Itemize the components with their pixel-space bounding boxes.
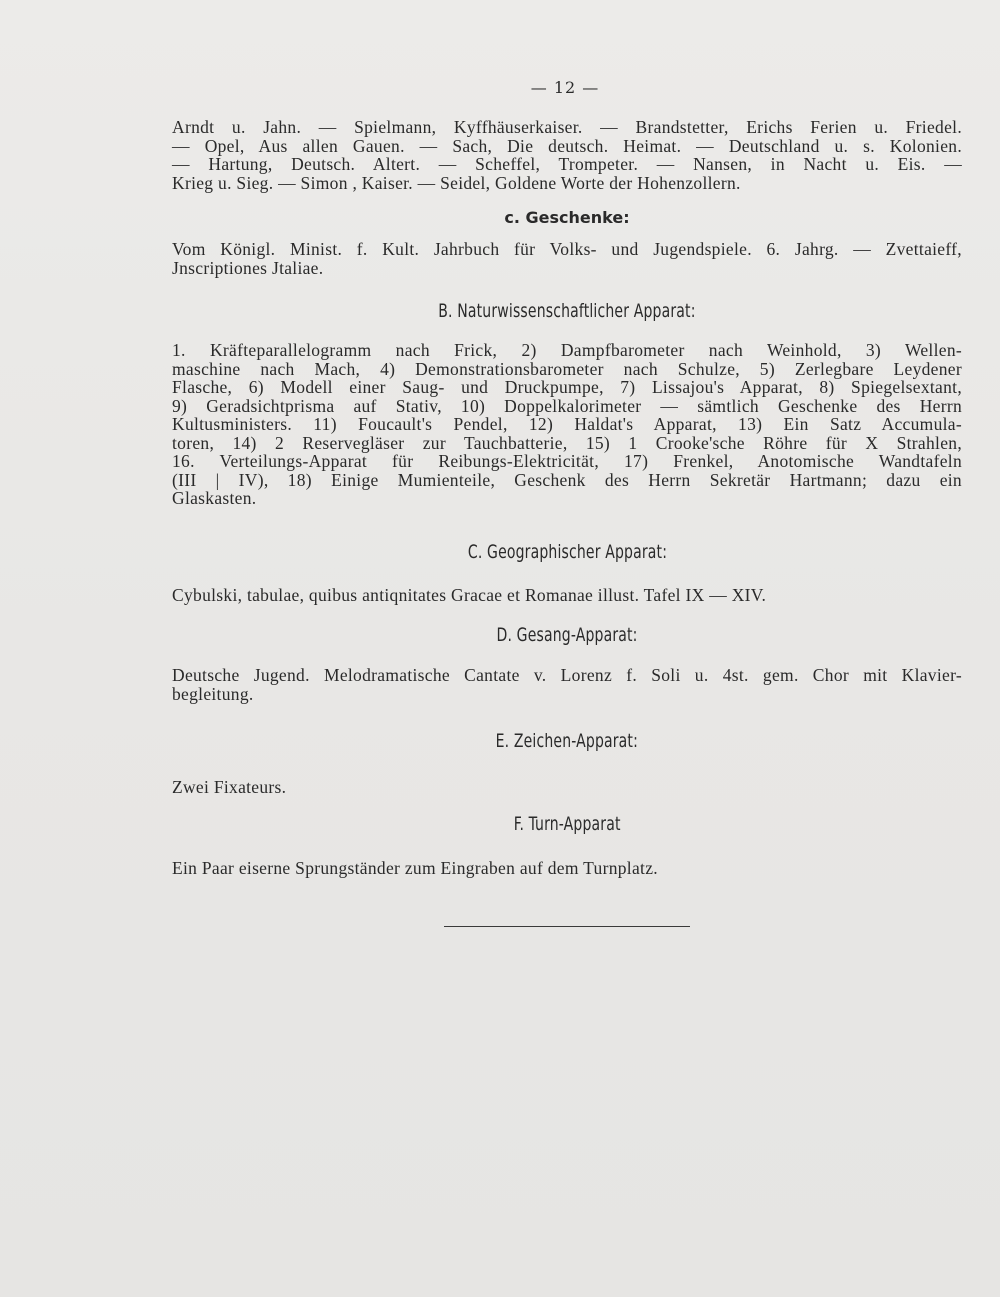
text-line: begleitung. <box>172 683 254 704</box>
section-c-heading <box>172 541 962 563</box>
section-b-heading-text: B. Naturwissenschaftlicher Apparat: <box>438 300 696 322</box>
page-number: — 12 — <box>530 78 600 97</box>
section-d-heading <box>172 624 962 646</box>
section-e-heading-text: E. Zeichen-Apparat: <box>495 730 639 752</box>
text-line: Arndt u. Jahn. — Spielmann, Kyffhäuserkaiser. — Brandstetter, Erichs Ferien u. Friedel. <box>172 117 962 137</box>
text-line: Glaskasten. <box>172 488 257 508</box>
text-line: Cybulski, tabulae, quibus antiqnitates Gracae et Romanae illust. Tafel IX — XIV. <box>172 585 767 605</box>
section-f-paragraph <box>172 859 962 878</box>
book-list-paragraph <box>172 118 962 192</box>
text-line: toren, 14) 2 Reservegläser zur Tauchbatterie, 15) 1 Crooke'sche Röhre für X Strahlen, <box>172 432 962 453</box>
section-c-heading-text: C. Geographischer Apparat: <box>467 541 667 563</box>
section-b-heading <box>172 300 962 322</box>
section-f-heading-text: F. Turn-Apparat <box>513 813 621 835</box>
text-line: Deutsche Jugend. Melodramatische Cantate v. Lorenz f. Soli u. 4st. gem. Chor mit Klavier- <box>172 665 962 685</box>
section-d-heading-text: D. Gesang-Apparat: <box>496 624 638 646</box>
text-line: Kultusministers. 11) Foucault's Pendel, 12) Haldat's Apparat, 13) Ein Satz Accumula- <box>172 414 962 434</box>
geschenke-heading: c. Geschenke: <box>504 208 630 227</box>
section-f-heading <box>172 813 962 835</box>
text-line: Ein Paar eiserne Sprungständer zum Eingraben auf dem Turnplatz. <box>172 858 658 878</box>
text-line: 1. Kräfteparallelogramm nach Frick, 2) Dampfbarometer nach Weinhold, 3) Wellen- <box>172 340 962 360</box>
text-line: Krieg u. Sieg. — Simon , Kaiser. — Seidel, Goldene Worte der Hohenzollern. <box>172 172 741 193</box>
section-c-paragraph <box>172 586 962 605</box>
text-line: (III | IV), 18) Einige Mumienteile, Geschenk des Herrn Sekretär Hartmann; dazu ein <box>172 469 962 490</box>
geschenke-paragraph <box>172 240 962 277</box>
text-line: — Opel, Aus allen Gauen. — Sach, Die deutsch. Heimat. — Deutschland u. s. Kolonien. <box>172 135 962 156</box>
text-line: Vom Königl. Minist. f. Kult. Jahrbuch für Volks- und Jugendspiele. 6. Jahrg. — Zvettaieff, <box>172 239 962 259</box>
section-e-paragraph <box>172 778 962 797</box>
text-line: 16. Verteilungs-Apparat für Reibungs-Elektricität, 17) Frenkel, Anotomische Wandtafeln <box>172 451 962 471</box>
closing-rule <box>444 926 690 927</box>
text-line: Flasche, 6) Modell einer Saug- und Druckpumpe, 7) Lissajou's Apparat, 8) Spiegelsextant, <box>172 377 962 397</box>
section-d-paragraph <box>172 666 962 703</box>
text-line: Zwei Fixateurs. <box>172 777 287 797</box>
text-line: Jnscriptiones Jtaliae. <box>172 257 324 278</box>
text-line: — Hartung, Deutsch. Altert. — Scheffel, Trompeter. — Nansen, in Nacht u. Eis. — <box>172 154 962 174</box>
text-line: maschine nach Mach, 4) Demonstrationsbarometer nach Schulze, 5) Zerlegbare Leydener <box>172 358 962 379</box>
section-e-heading <box>172 730 962 752</box>
text-line: 9) Geradsichtprisma auf Stativ, 10) Doppelkalorimeter — sämtlich Geschenke des Herrn <box>172 395 962 416</box>
section-b-paragraph <box>172 341 962 508</box>
